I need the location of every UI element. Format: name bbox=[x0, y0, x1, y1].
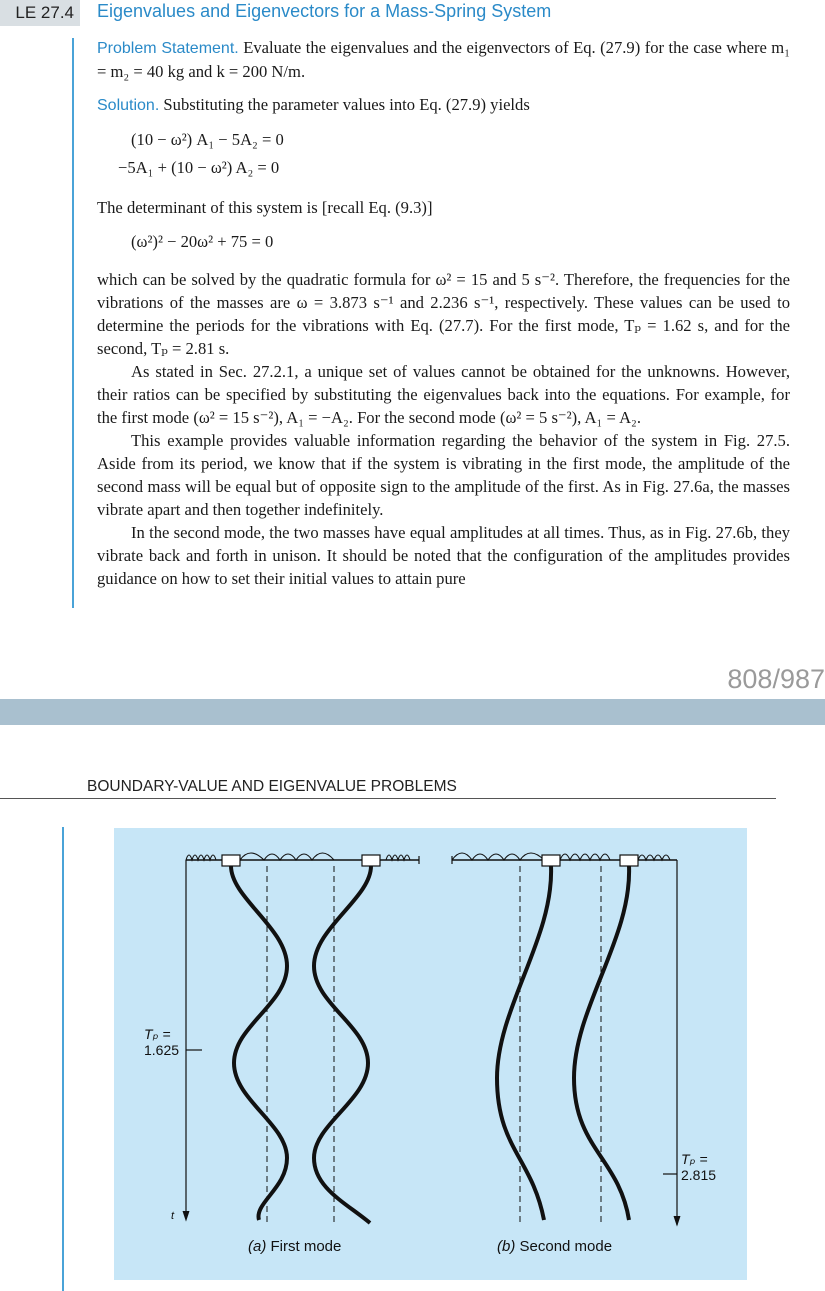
mode-curve-a-2 bbox=[314, 866, 371, 1223]
t-axis-label: t bbox=[171, 1210, 175, 1222]
solution-intro bbox=[97, 93, 790, 117]
mass-a-1 bbox=[222, 855, 240, 866]
mass-b-1 bbox=[542, 855, 560, 866]
tp-label-first: Tₚ = 1.625 bbox=[144, 1026, 180, 1058]
paragraph-3: This example provides valuable information regarding the behavior of the system in Fig. 27.5. Aside from its period, we know that if the system is vibrating in the first mode, the amplitude of the second mass will be equal but of opposite sign to the amplitude of the first. As in Fig. 27.6a, the masses vibrate apart and then together indefinitely. bbox=[97, 431, 790, 519]
paragraph-2: As stated in Sec. 27.2.1, a unique set of values cannot be obtained for the unknowns. However, their ratios can be specified by substituting the eigenvalues back into the equations. For example, for the first mode (ω² = 15 s⁻²), A₁ = −A₂. For the second mode (ω² = 5 s⁻²), A₁ = A₂. bbox=[97, 362, 790, 427]
solution-heading: Solution. bbox=[97, 97, 160, 114]
example-side-rule bbox=[72, 38, 74, 608]
page-indicator: 808/987 bbox=[727, 664, 825, 694]
caption-second-mode: (b) Second mode bbox=[497, 1238, 613, 1255]
equation-2: −5A₁ + (10 − ω²) A₂ = 0 bbox=[118, 158, 280, 177]
spring-b-2 bbox=[560, 854, 610, 860]
figure-side-rule bbox=[62, 827, 64, 1291]
problem-text: Evaluate the eigenvalues and the eigenvectors of Eq. (27.9) for the case where m₁ = m₂ = 40 kg and k = 200 N/m. bbox=[97, 38, 790, 81]
example-title: Eigenvalues and Eigenvectors for a Mass-Spring System bbox=[97, 1, 552, 21]
solution-body bbox=[97, 268, 790, 590]
time-arrow-a bbox=[183, 1211, 189, 1220]
problem-heading: Problem Statement. bbox=[97, 40, 239, 57]
caption-first-mode: (a) First mode bbox=[248, 1238, 342, 1255]
mass-a-2 bbox=[362, 855, 380, 866]
spring-a-2 bbox=[240, 853, 334, 860]
page-separator-band bbox=[0, 699, 825, 725]
example-number-tab: LE 27.4 bbox=[0, 0, 80, 26]
mass-b-2 bbox=[620, 855, 638, 866]
equation-3: (ω²)² − 20ω² + 75 = 0 bbox=[131, 232, 274, 251]
running-head-rule bbox=[0, 798, 776, 799]
figure-drawing bbox=[114, 828, 747, 1280]
paragraph-1: which can be solved by the quadratic formula for ω² = 15 and 5 s⁻². Therefore, the frequencies for the vibrations of the masses are ω = 3.873 s⁻¹ and 2.236 s⁻¹, respectively. These values can be used to determine the periods for the vibrations with Eq. (27.7). For the first mode, Tₚ = 1.62 s, and for the second, Tₚ = 2.81 s. bbox=[97, 270, 790, 358]
equation-1: (10 − ω²) A₁ − 5A₂ = 0 bbox=[131, 130, 284, 149]
problem-statement bbox=[97, 36, 790, 83]
mode-curve-b-2 bbox=[574, 866, 629, 1220]
solution-intro-text: Substituting the parameter values into Eq. (27.9) yields bbox=[163, 95, 530, 114]
mode-curve-a-1 bbox=[231, 866, 287, 1220]
mode-curve-b-1 bbox=[497, 866, 551, 1220]
spring-b-1 bbox=[452, 853, 544, 860]
running-head: BOUNDARY-VALUE AND EIGENVALUE PROBLEMS bbox=[87, 778, 457, 795]
paragraph-4: In the second mode, the two masses have equal amplitudes at all times. Thus, as in Fig. 27.6b, they vibrate back and forth in unison. It should be noted that the configuration of the amplitudes provides guidance on how to set their initial values to attain pure bbox=[97, 523, 790, 588]
time-arrow-b bbox=[674, 1216, 680, 1225]
tp-label-second: Tₚ = 2.815 bbox=[681, 1151, 717, 1183]
figure-mode-shapes bbox=[114, 828, 747, 1280]
determinant-intro: The determinant of this system is [recall Eq. (9.3)] bbox=[97, 198, 433, 217]
